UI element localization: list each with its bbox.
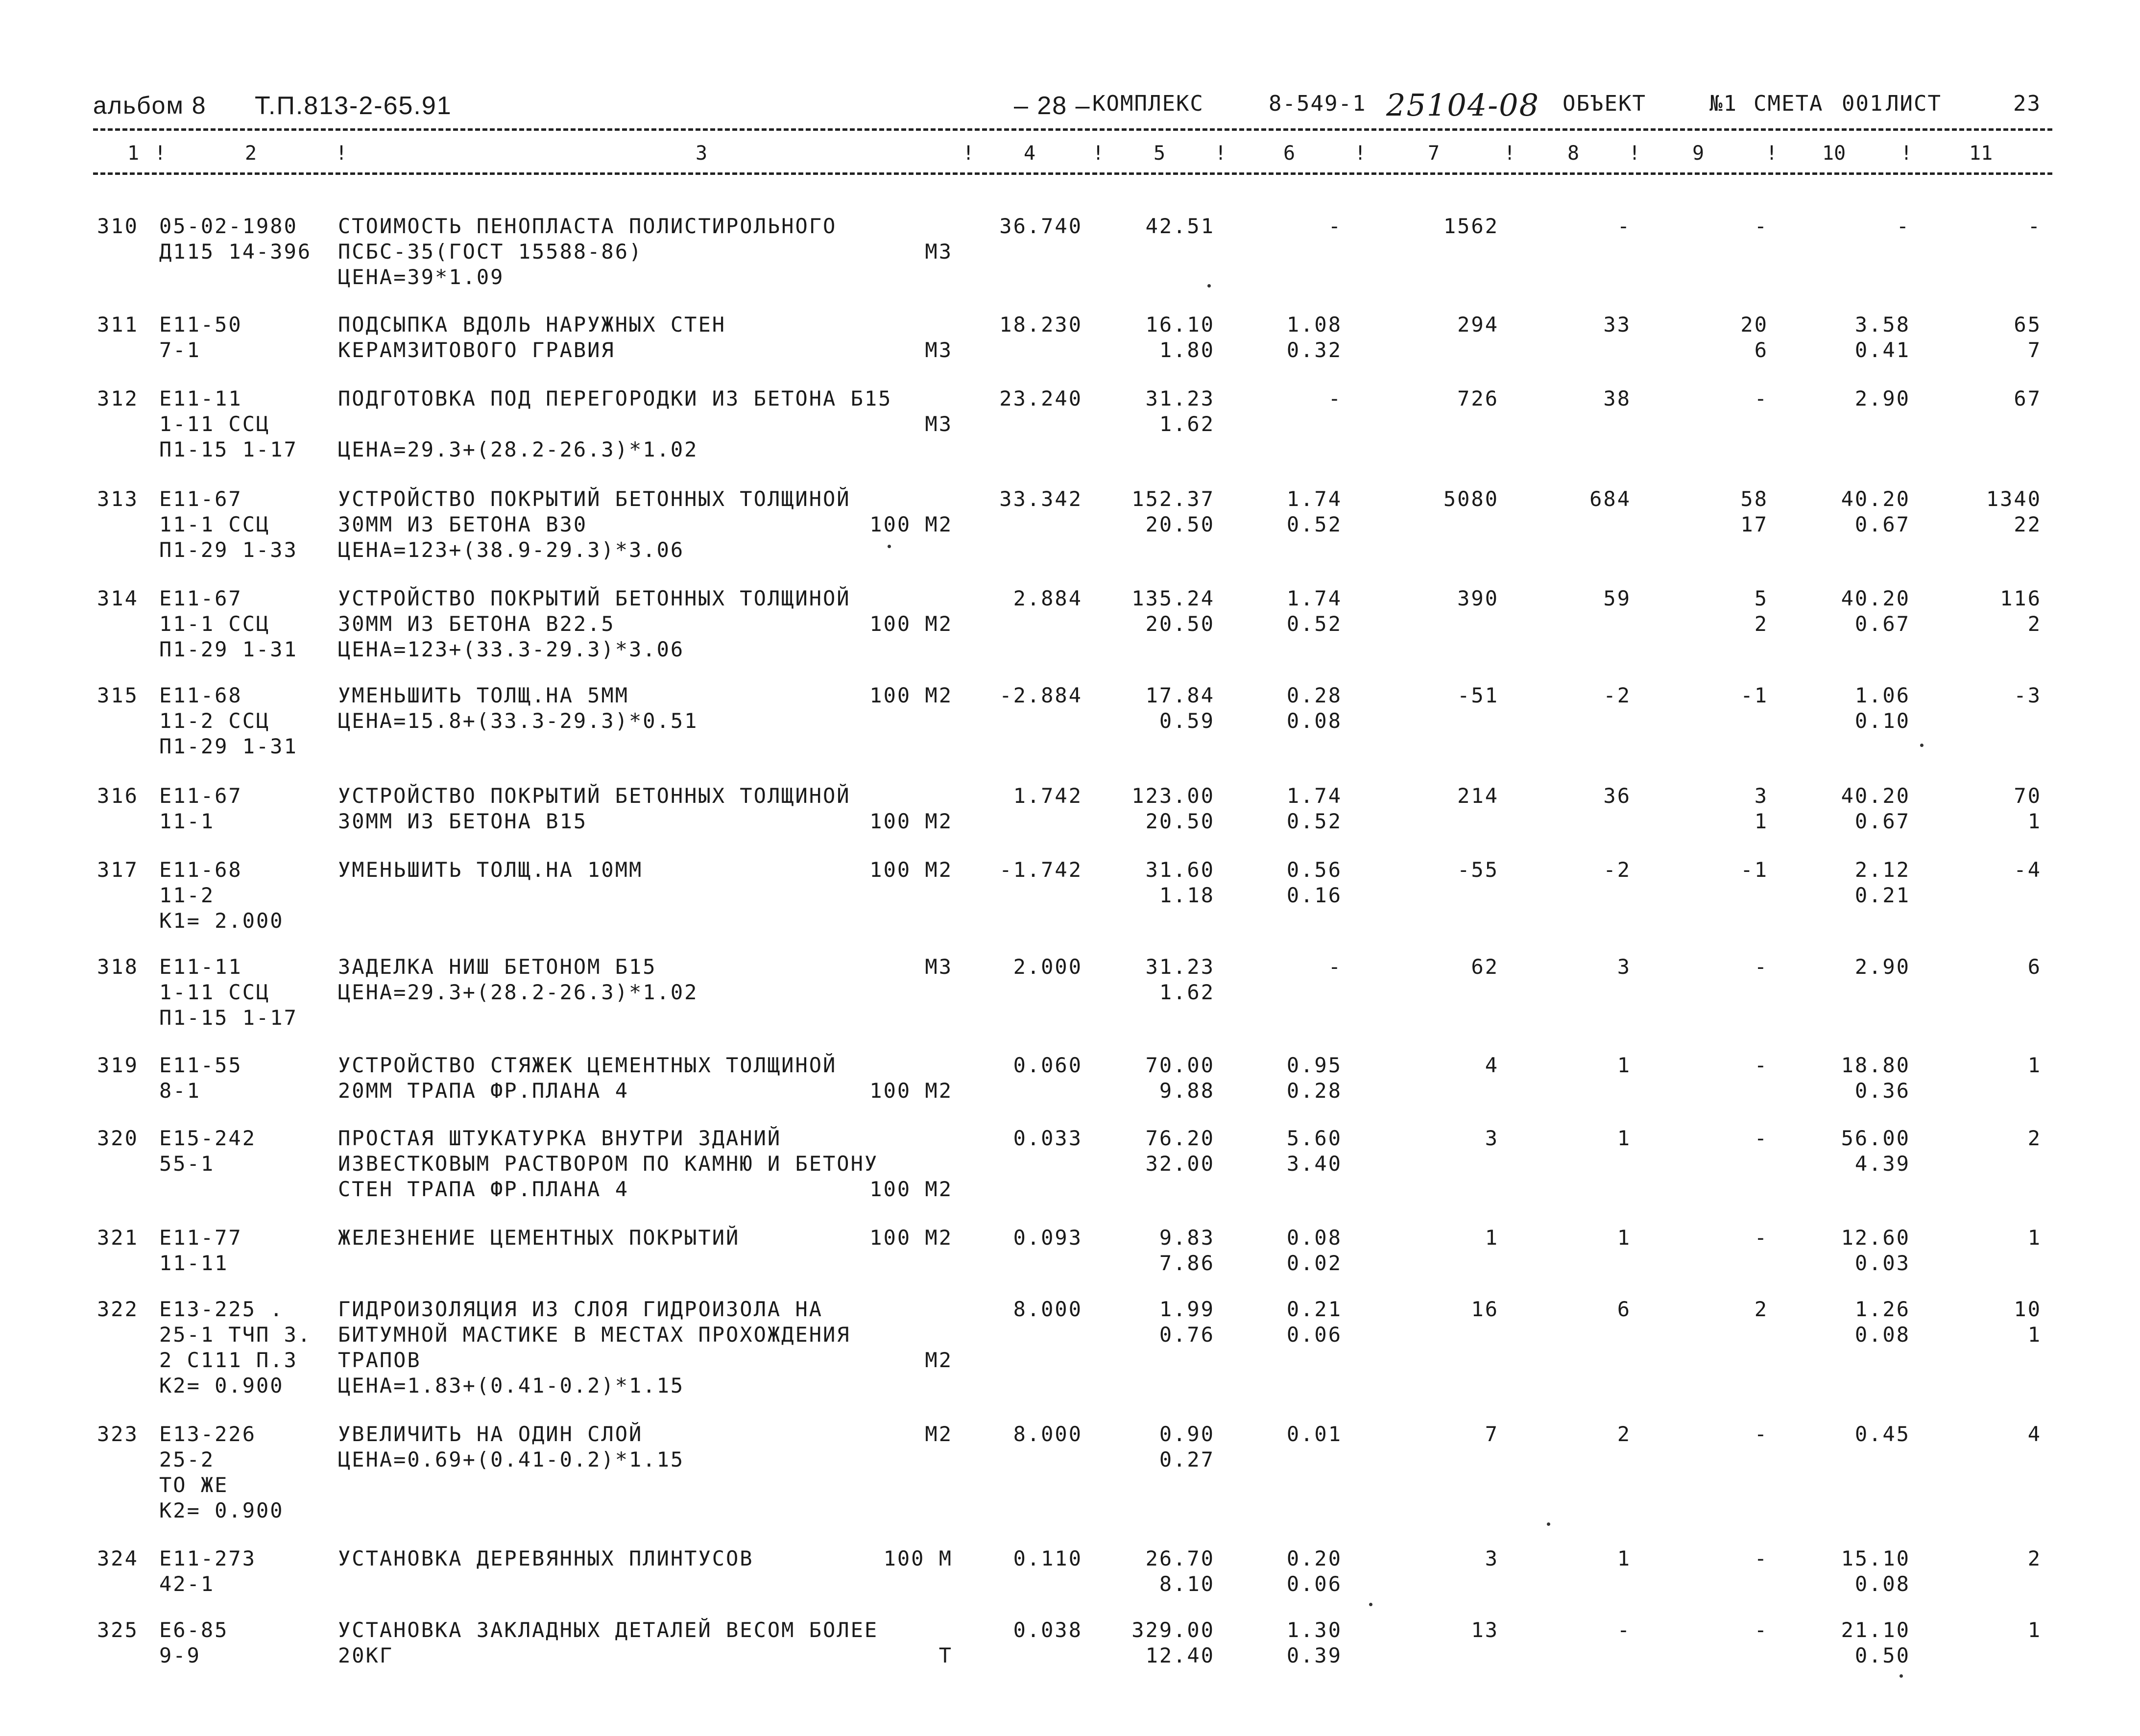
norm-code: Е11-11 1-11 ССЦ П1-15 1-17 xyxy=(159,386,298,461)
row-number: 313 xyxy=(97,487,139,511)
smeta-label: СМЕТА xyxy=(1754,91,1824,116)
unit: М2 xyxy=(925,1422,953,1446)
col-5: 5 xyxy=(1154,142,1166,165)
unit-price: 31.23 1.62 xyxy=(1145,386,1215,436)
col-11-value: 1 xyxy=(2027,1618,2042,1642)
unit: М2 xyxy=(925,1348,953,1372)
col-10-value: 1.26 0.08 xyxy=(1854,1297,1910,1347)
scan-speck xyxy=(1547,1522,1550,1526)
quantity: 36.740 xyxy=(999,214,1082,238)
total-cost: 214 xyxy=(1457,784,1499,808)
col-10-value: 2.90 xyxy=(1854,955,1910,979)
col-10-value: - xyxy=(1896,214,1910,238)
norm-code: Е11-50 7-1 xyxy=(159,313,242,362)
col-9-value: 5 2 xyxy=(1754,586,1768,636)
col-8-value: 59 xyxy=(1603,586,1631,610)
quantity: 1.742 xyxy=(1013,784,1082,808)
work-description: ПОДСЫПКА ВДОЛЬ НАРУЖНЫХ СТЕН КЕРАМЗИТОВОГО ГРАВИЯ xyxy=(338,313,726,362)
norm-code: Е6-85 9-9 xyxy=(159,1618,229,1667)
work-description: УВЕЛИЧИТЬ НА ОДИН СЛОЙ ЦЕНА=0.69+(0.41-0.2)*1.15 xyxy=(338,1422,685,1471)
price-col-6: - xyxy=(1328,955,1342,979)
col-9-value: - xyxy=(1754,1053,1768,1077)
quantity: 8.000 xyxy=(1013,1422,1082,1446)
unit: М3 xyxy=(925,338,953,362)
sheet-header xyxy=(93,87,2047,126)
scan-speck xyxy=(888,545,891,548)
work-description: УМЕНЬШИТЬ ТОЛЩ.НА 10ММ xyxy=(338,858,643,882)
work-description: ЖЕЛЕЗНЕНИЕ ЦЕМЕНТНЫХ ПОКРЫТИЙ xyxy=(338,1226,740,1250)
row-number: 314 xyxy=(97,586,139,610)
col-11-value: 67 xyxy=(2014,386,2042,410)
col-8-value: 1 xyxy=(1617,1053,1631,1077)
col-11-value: 2 xyxy=(2027,1546,2042,1570)
price-col-6: 1.08 0.32 xyxy=(1286,313,1342,362)
handwritten-code: 25104-08 xyxy=(1386,87,1540,123)
quantity: 0.110 xyxy=(1013,1546,1082,1570)
unit-price: 329.00 12.40 xyxy=(1131,1618,1215,1667)
unit-price: 123.00 20.50 xyxy=(1131,784,1215,833)
row-number: 312 xyxy=(97,386,139,410)
col-6: 6 xyxy=(1283,142,1296,165)
unit-price: 31.60 1.18 xyxy=(1145,858,1215,907)
unit: 100 М2 xyxy=(869,809,953,833)
col-8: 8 xyxy=(1567,142,1580,165)
list-label: ЛИСТ xyxy=(1886,91,1942,116)
unit: М3 xyxy=(925,412,953,436)
work-description: УСТРОЙСТВО ПОКРЫТИЙ БЕТОННЫХ ТОЛЩИНОЙ 30ММ ИЗ БЕТОНА В22.5 ЦЕНА=123+(33.3-29.3)*3.06 xyxy=(338,586,851,661)
scan-speck xyxy=(1207,284,1211,288)
quantity: 0.033 xyxy=(1013,1126,1082,1150)
col-10-value: 56.00 4.39 xyxy=(1841,1126,1910,1176)
col-9-value: - xyxy=(1754,214,1768,238)
col-11-value: 1 xyxy=(2027,1053,2042,1077)
work-description: УСТРОЙСТВО СТЯЖЕК ЦЕМЕНТНЫХ ТОЛЩИНОЙ 20ММ ТРАПА ФР.ПЛАНА 4 xyxy=(338,1053,837,1103)
col-10-value: 21.10 0.50 xyxy=(1841,1618,1910,1667)
col-8-value: 33 xyxy=(1603,313,1631,337)
unit-price: 42.51 xyxy=(1145,214,1215,238)
quantity: 2.000 xyxy=(1013,955,1082,979)
page-number: – 28 – xyxy=(1014,92,1091,120)
col-sep: ! xyxy=(1766,142,1778,165)
price-col-6: 5.60 3.40 xyxy=(1286,1126,1342,1176)
total-cost: 7 xyxy=(1485,1422,1499,1446)
unit-price: 1.99 0.76 xyxy=(1159,1297,1215,1347)
total-cost: 3 xyxy=(1485,1126,1499,1150)
price-col-6: 0.95 0.28 xyxy=(1286,1053,1342,1103)
norm-code: Е11-67 11-1 ССЦ П1-29 1-33 xyxy=(159,487,298,562)
norm-code: Е15-242 55-1 xyxy=(159,1126,257,1176)
total-cost: 5080 xyxy=(1443,487,1499,511)
col-10-value: 1.06 0.10 xyxy=(1854,683,1910,733)
col-10-value: 40.20 0.67 xyxy=(1841,487,1910,536)
quantity: 0.093 xyxy=(1013,1226,1082,1250)
quantity: 0.060 xyxy=(1013,1053,1082,1077)
row-number: 318 xyxy=(97,955,139,979)
norm-code: Е11-273 42-1 xyxy=(159,1546,257,1596)
object-label: ОБЪЕКТ xyxy=(1563,91,1646,116)
col-10-value: 40.20 0.67 xyxy=(1841,586,1910,636)
norm-code: 05-02-1980 Д115 14-396 xyxy=(159,214,312,264)
price-col-6: 0.08 0.02 xyxy=(1286,1226,1342,1275)
row-number: 311 xyxy=(97,313,139,337)
col-4: 4 xyxy=(1024,142,1036,165)
norm-code: Е11-67 11-1 ССЦ П1-29 1-31 xyxy=(159,586,298,661)
total-cost: 4 xyxy=(1485,1053,1499,1077)
quantity: 33.342 xyxy=(999,487,1082,511)
total-cost: 13 xyxy=(1471,1618,1499,1642)
col-8-value: 1 xyxy=(1617,1226,1631,1250)
work-description: ПРОСТАЯ ШТУКАТУРКА ВНУТРИ ЗДАНИЙ ИЗВЕСТКОВЫМ РАСТВОРОМ ПО КАМНЮ И БЕТОНУ СТЕН ТРАПА ФР.ПЛАНА 4 xyxy=(338,1126,879,1201)
total-cost: 16 xyxy=(1471,1297,1499,1321)
row-number: 317 xyxy=(97,858,139,882)
col-11-value: - xyxy=(2027,214,2042,238)
project-code: Т.П.813-2-65.91 xyxy=(255,92,452,120)
unit: 100 М2 xyxy=(869,858,953,882)
unit-price: 31.23 1.62 xyxy=(1145,955,1215,1004)
row-number: 325 xyxy=(97,1618,139,1642)
unit: 100 М2 xyxy=(869,683,953,707)
price-col-6: 1.74 0.52 xyxy=(1286,784,1342,833)
quantity: 0.038 xyxy=(1013,1618,1082,1642)
norm-code: Е11-11 1-11 ССЦ П1-15 1-17 xyxy=(159,955,298,1030)
col-11-value: 116 2 xyxy=(2000,586,2042,636)
norm-code: Е13-225 . 25-1 ТЧП 3. 2 С111 П.3 К2= 0.900 xyxy=(159,1297,312,1398)
row-number: 324 xyxy=(97,1546,139,1570)
header-rule xyxy=(93,128,2052,131)
col-11-value: 2 xyxy=(2027,1126,2042,1150)
col-sep: ! xyxy=(1900,142,1913,165)
work-description: УСТРОЙСТВО ПОКРЫТИЙ БЕТОННЫХ ТОЛЩИНОЙ 30ММ ИЗ БЕТОНА В15 xyxy=(338,784,851,833)
col-sep: ! xyxy=(1629,142,1641,165)
col-8-value: 1 xyxy=(1617,1126,1631,1150)
col-8-value: 36 xyxy=(1603,784,1631,808)
price-col-6: 0.56 0.16 xyxy=(1286,858,1342,907)
col-11-value: 1340 22 xyxy=(1986,487,2042,536)
unit-price: 17.84 0.59 xyxy=(1145,683,1215,733)
price-col-6: - xyxy=(1328,386,1342,410)
col-11-value: 6 xyxy=(2027,955,2042,979)
total-cost: -55 xyxy=(1457,858,1499,882)
total-cost: 62 xyxy=(1471,955,1499,979)
col-10-value: 18.80 0.36 xyxy=(1841,1053,1910,1103)
work-description: УСТАНОВКА ЗАКЛАДНЫХ ДЕТАЛЕЙ ВЕСОМ БОЛЕЕ 20КГ xyxy=(338,1618,879,1667)
col-9-value: - xyxy=(1754,1126,1768,1150)
price-col-6: 0.21 0.06 xyxy=(1286,1297,1342,1347)
norm-code: Е11-68 11-2 К1= 2.000 xyxy=(159,858,284,933)
scan-speck xyxy=(1900,1674,1903,1678)
col-9: 9 xyxy=(1692,142,1705,165)
work-description: ПОДГОТОВКА ПОД ПЕРЕГОРОДКИ ИЗ БЕТОНА Б15 ЦЕНА=29.3+(28.2-26.3)*1.02 xyxy=(338,386,892,461)
col-10-value: 0.45 xyxy=(1854,1422,1910,1446)
col-sep: ! xyxy=(1215,142,1227,165)
col-8-value: -2 xyxy=(1603,683,1631,707)
column-header-row xyxy=(93,142,2052,171)
scan-speck xyxy=(1369,1603,1372,1606)
unit: М3 xyxy=(925,240,953,264)
col-sep: ! xyxy=(1354,142,1367,165)
quantity: 2.884 xyxy=(1013,586,1082,610)
total-cost: 390 xyxy=(1457,586,1499,610)
col-11-value: 65 7 xyxy=(2014,313,2042,362)
col-10-value: 12.60 0.03 xyxy=(1841,1226,1910,1275)
price-col-6: 1.30 0.39 xyxy=(1286,1618,1342,1667)
unit: М3 xyxy=(925,955,953,979)
unit: 100 М2 xyxy=(869,1079,953,1103)
row-number: 319 xyxy=(97,1053,139,1077)
list-number: 23 xyxy=(2013,91,2041,116)
col-8-value: 3 xyxy=(1617,955,1631,979)
col-9-value: 58 17 xyxy=(1740,487,1768,536)
col-3: 3 xyxy=(696,142,708,165)
unit-price: 70.00 9.88 xyxy=(1145,1053,1215,1103)
col-2: 2 xyxy=(245,142,257,165)
col-11: 11 xyxy=(1969,142,1993,165)
col-sep: ! xyxy=(1504,142,1516,165)
unit: Т xyxy=(938,1643,953,1667)
col-9-value: - xyxy=(1754,955,1768,979)
norm-code: Е11-68 11-2 ССЦ П1-29 1-31 xyxy=(159,683,298,758)
work-description: УМЕНЬШИТЬ ТОЛЩ.НА 5ММ ЦЕНА=15.8+(33.3-29.3)*0.51 xyxy=(338,683,698,733)
col-11-value: 1 xyxy=(2027,1226,2042,1250)
work-description: УСТАНОВКА ДЕРЕВЯННЫХ ПЛИНТУСОВ xyxy=(338,1546,754,1570)
quantity: 8.000 xyxy=(1013,1297,1082,1321)
col-10-value: 2.90 xyxy=(1854,386,1910,410)
column-header-rule xyxy=(93,172,2052,175)
price-col-6: 0.20 0.06 xyxy=(1286,1546,1342,1596)
unit: 100 М2 xyxy=(869,512,953,536)
col-9-value: - xyxy=(1754,1546,1768,1570)
object-number: №1 xyxy=(1709,91,1737,116)
quantity: -2.884 xyxy=(999,683,1082,707)
col-9-value: -1 xyxy=(1740,683,1768,707)
col-11-value: -3 xyxy=(2014,683,2042,707)
complex-label: КОМПЛЕКС xyxy=(1092,91,1204,116)
col-10-value: 15.10 0.08 xyxy=(1841,1546,1910,1596)
unit-price: 16.10 1.80 xyxy=(1145,313,1215,362)
col-1: 1 xyxy=(127,142,140,165)
col-9-value: -1 xyxy=(1740,858,1768,882)
unit: 100 М2 xyxy=(869,1177,953,1201)
unit: 100 М2 xyxy=(869,612,953,636)
col-8-value: 1 xyxy=(1617,1546,1631,1570)
smeta-number: 001 xyxy=(1842,91,1884,116)
col-sep: ! xyxy=(1092,142,1105,165)
col-8-value: - xyxy=(1617,1618,1631,1642)
col-9-value: - xyxy=(1754,386,1768,410)
total-cost: 1 xyxy=(1485,1226,1499,1250)
quantity: 18.230 xyxy=(999,313,1082,337)
work-description: УСТРОЙСТВО ПОКРЫТИЙ БЕТОННЫХ ТОЛЩИНОЙ 30ММ ИЗ БЕТОНА В30 ЦЕНА=123+(38.9-29.3)*3.06 xyxy=(338,487,851,562)
price-col-6: 0.01 xyxy=(1286,1422,1342,1446)
col-11-value: 70 1 xyxy=(2014,784,2042,833)
col-9-value: 2 xyxy=(1754,1297,1768,1321)
col-7: 7 xyxy=(1428,142,1440,165)
col-8-value: 2 xyxy=(1617,1422,1631,1446)
col-10-value: 3.58 0.41 xyxy=(1854,313,1910,362)
col-9-value: 3 1 xyxy=(1754,784,1768,833)
album-label: альбом 8 xyxy=(93,92,207,119)
price-col-6: 0.28 0.08 xyxy=(1286,683,1342,733)
row-number: 323 xyxy=(97,1422,139,1446)
total-cost: 1562 xyxy=(1443,214,1499,238)
work-description: СТОИМОСТЬ ПЕНОПЛАСТА ПОЛИСТИРОЛЬНОГО ПСБС-35(ГОСТ 15588-86) ЦЕНА=39*1.09 xyxy=(338,214,837,289)
col-11-value: 4 xyxy=(2027,1422,2042,1446)
col-10-value: 2.12 0.21 xyxy=(1854,858,1910,907)
row-number: 315 xyxy=(97,683,139,707)
norm-code: Е11-55 8-1 xyxy=(159,1053,242,1103)
scan-speck xyxy=(1920,744,1924,747)
work-description: ГИДРОИЗОЛЯЦИЯ ИЗ СЛОЯ ГИДРОИЗОЛА НА БИТУМНОЙ МАСТИКЕ В МЕСТАХ ПРОХОЖДЕНИЯ ТРАПОВ ЦЕНА=1.83+(0.41-0.2)*1.15 xyxy=(338,1297,851,1398)
unit-price: 135.24 20.50 xyxy=(1131,586,1215,636)
col-8-value: -2 xyxy=(1603,858,1631,882)
total-cost: -51 xyxy=(1457,683,1499,707)
unit-price: 9.83 7.86 xyxy=(1159,1226,1215,1275)
quantity: -1.742 xyxy=(999,858,1082,882)
col-10-value: 40.20 0.67 xyxy=(1841,784,1910,833)
price-col-6: - xyxy=(1328,214,1342,238)
total-cost: 3 xyxy=(1485,1546,1499,1570)
complex-number: 8-549-1 xyxy=(1269,91,1367,116)
col-8-value: 684 xyxy=(1589,487,1631,511)
unit: 100 М2 xyxy=(869,1226,953,1250)
col-9-value: - xyxy=(1754,1618,1768,1642)
unit-price: 0.90 0.27 xyxy=(1159,1422,1215,1471)
col-9-value: - xyxy=(1754,1422,1768,1446)
unit-price: 26.70 8.10 xyxy=(1145,1546,1215,1596)
col-sep: ! xyxy=(154,142,167,165)
col-9-value: - xyxy=(1754,1226,1768,1250)
col-8-value: 6 xyxy=(1617,1297,1631,1321)
total-cost: 726 xyxy=(1457,386,1499,410)
price-col-6: 1.74 0.52 xyxy=(1286,586,1342,636)
price-col-6: 1.74 0.52 xyxy=(1286,487,1342,536)
work-description: ЗАДЕЛКА НИШ БЕТОНОМ Б15 ЦЕНА=29.3+(28.2-26.3)*1.02 xyxy=(338,955,698,1004)
norm-code: Е13-226 25-2 ТО ЖЕ К2= 0.900 xyxy=(159,1422,284,1522)
col-sep: ! xyxy=(336,142,348,165)
col-9-value: 20 6 xyxy=(1740,313,1768,362)
norm-code: Е11-67 11-1 xyxy=(159,784,242,833)
row-number: 321 xyxy=(97,1226,139,1250)
unit: 100 М xyxy=(883,1546,953,1570)
col-10: 10 xyxy=(1822,142,1846,165)
col-sep: ! xyxy=(962,142,975,165)
total-cost: 294 xyxy=(1457,313,1499,337)
row-number: 320 xyxy=(97,1126,139,1150)
col-11-value: -4 xyxy=(2014,858,2042,882)
col-8-value: - xyxy=(1617,214,1631,238)
norm-code: Е11-77 11-11 xyxy=(159,1226,242,1275)
quantity: 23.240 xyxy=(999,386,1082,410)
row-number: 310 xyxy=(97,214,139,238)
unit-price: 152.37 20.50 xyxy=(1131,487,1215,536)
row-number: 316 xyxy=(97,784,139,808)
unit-price: 76.20 32.00 xyxy=(1145,1126,1215,1176)
col-11-value: 10 1 xyxy=(2014,1297,2042,1347)
col-8-value: 38 xyxy=(1603,386,1631,410)
row-number: 322 xyxy=(97,1297,139,1321)
